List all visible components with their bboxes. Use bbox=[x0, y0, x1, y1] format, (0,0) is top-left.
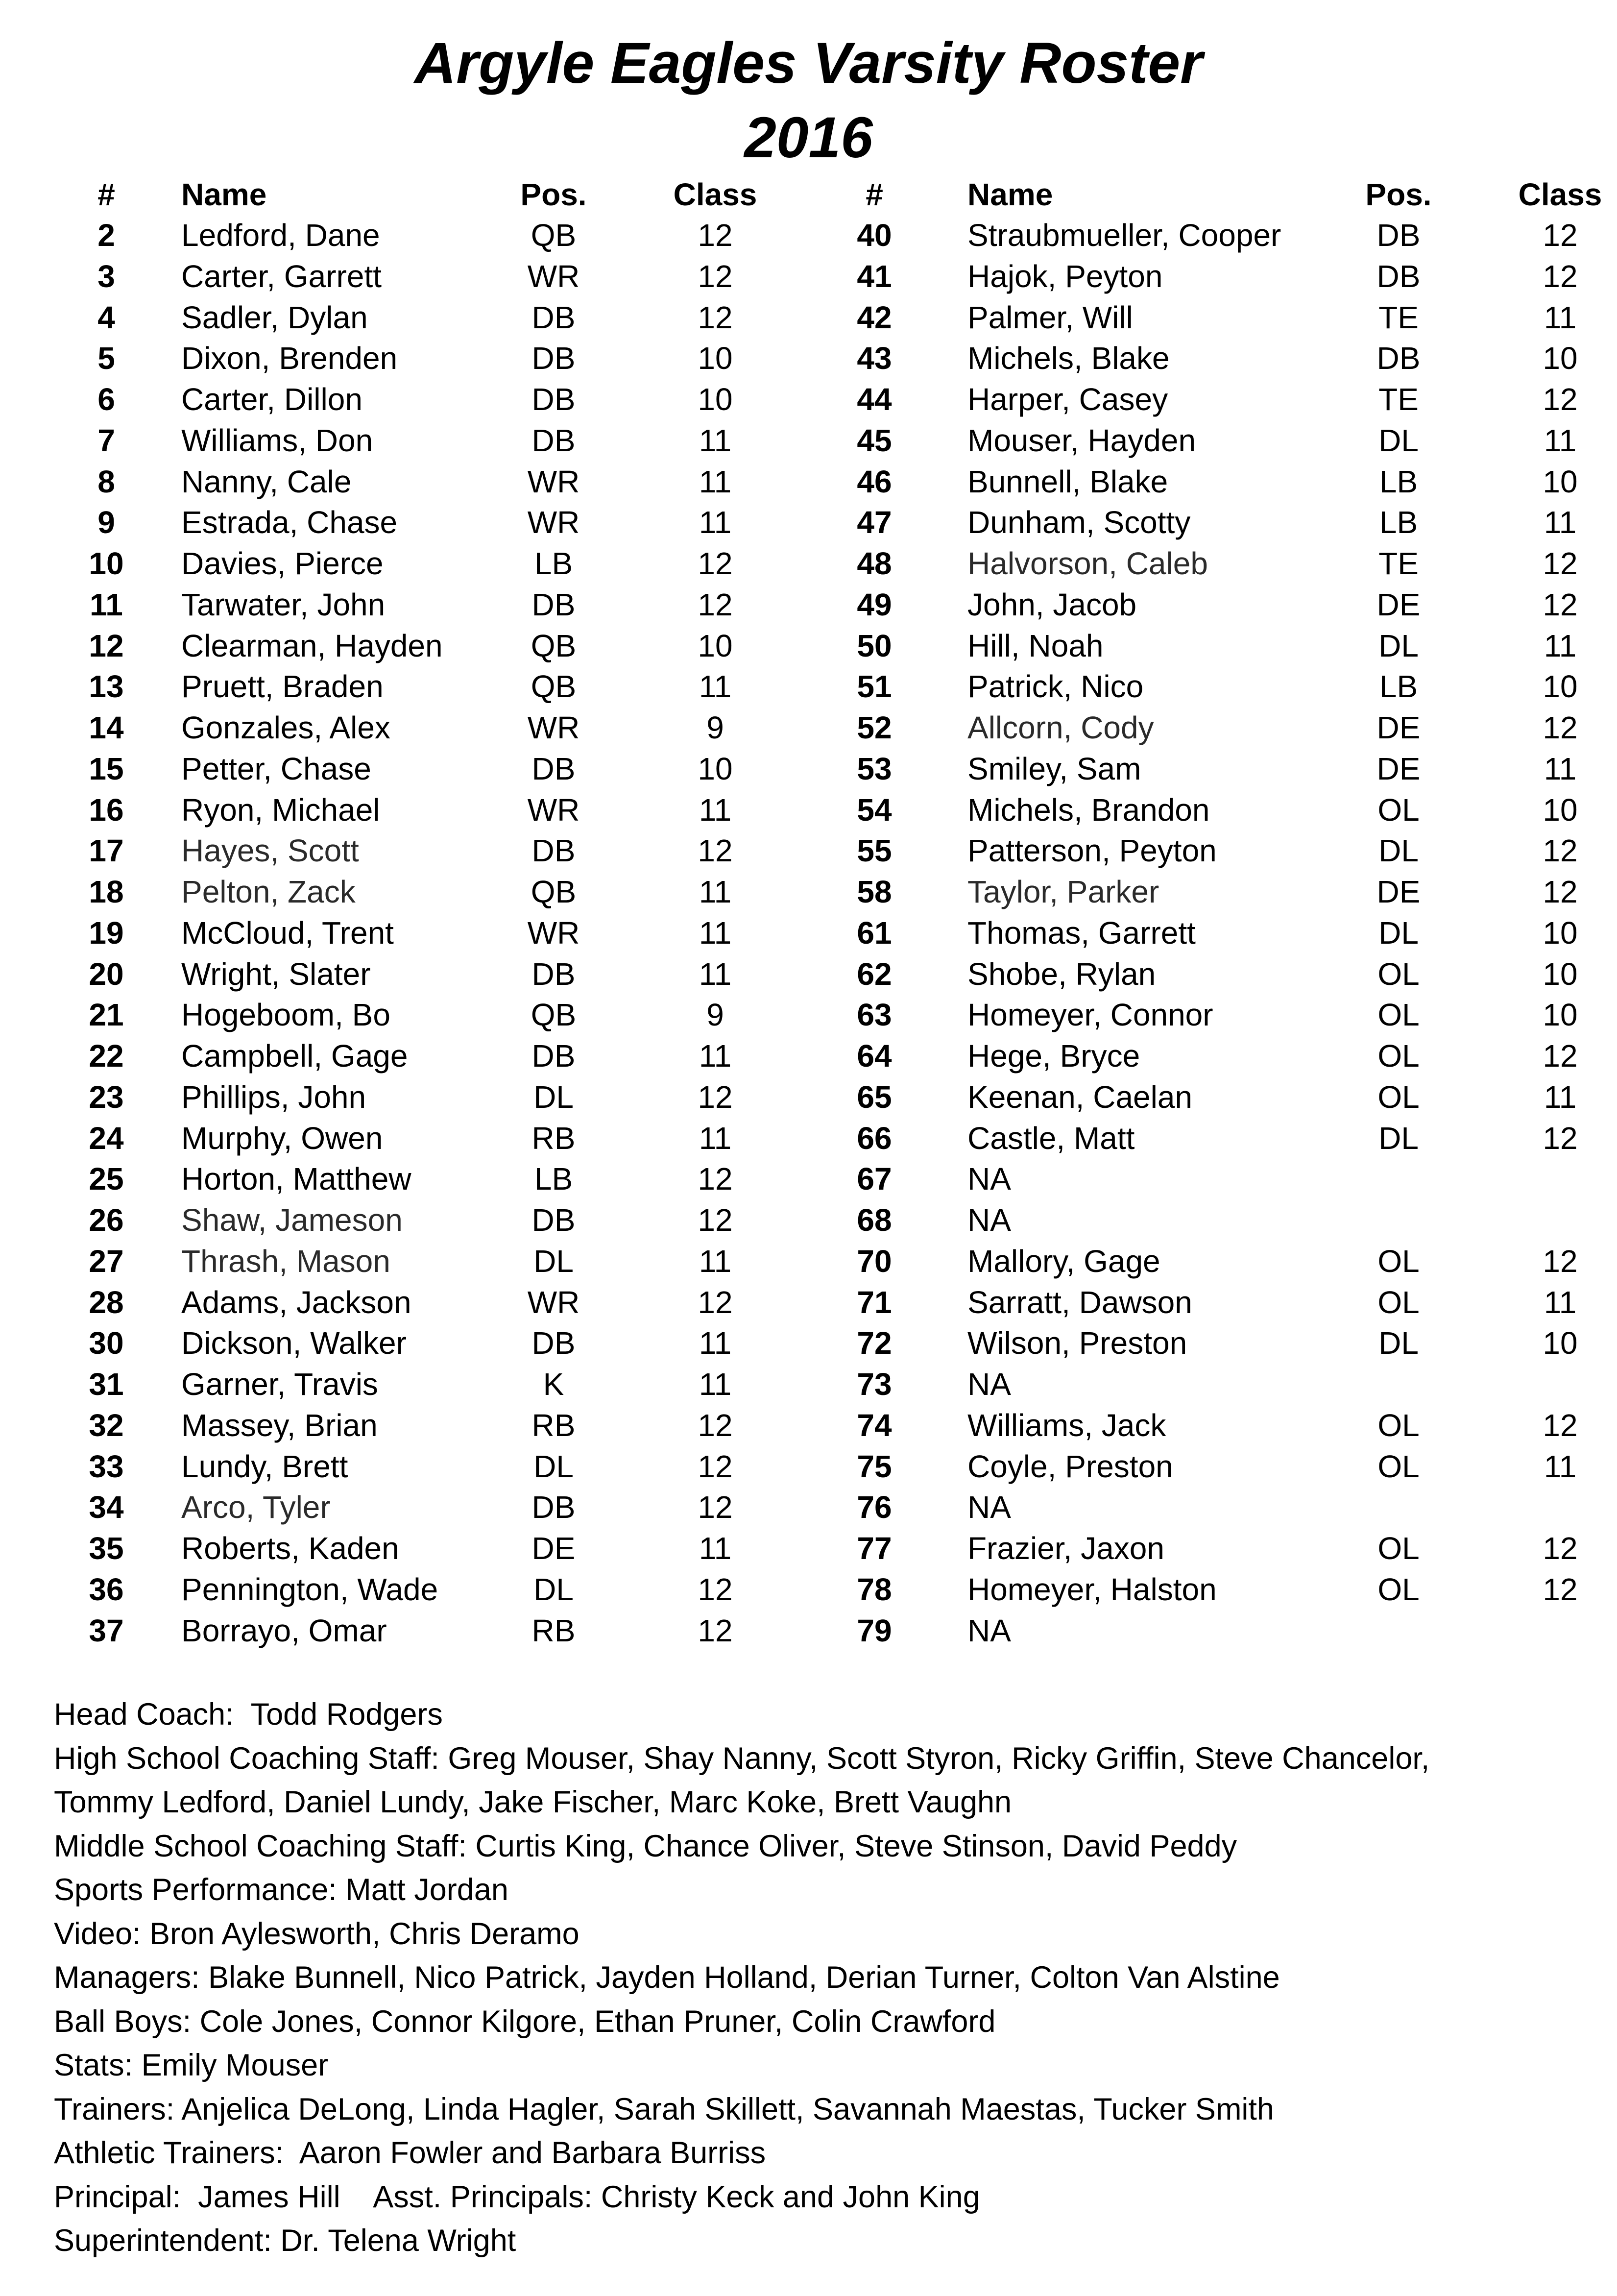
player-number: 24 bbox=[89, 1120, 124, 1156]
player-class: 12 bbox=[1543, 586, 1578, 622]
player-name: Dickson, Walker bbox=[181, 1325, 407, 1361]
player-name: Homeyer, Halston bbox=[967, 1571, 1217, 1607]
player-name: Michels, Brandon bbox=[967, 792, 1210, 828]
player-name: Murphy, Owen bbox=[181, 1120, 383, 1156]
player-class: 11 bbox=[1544, 505, 1577, 540]
player-number: 6 bbox=[97, 382, 115, 417]
player-number: 27 bbox=[89, 1243, 124, 1279]
player-class: 12 bbox=[1543, 1407, 1578, 1443]
player-number: 40 bbox=[857, 218, 892, 253]
player-number: 30 bbox=[89, 1325, 124, 1361]
player-name: NA bbox=[967, 1161, 1011, 1197]
player-name: Dixon, Brenden bbox=[181, 341, 398, 376]
player-position: DL bbox=[1378, 628, 1419, 663]
player-class: 10 bbox=[1543, 1325, 1578, 1361]
roster-title: Argyle Eagles Varsity Roster bbox=[414, 31, 1203, 96]
player-number: 17 bbox=[89, 833, 124, 869]
player-name: Frazier, Jaxon bbox=[967, 1531, 1164, 1566]
player-number: 48 bbox=[857, 546, 892, 581]
player-number: 77 bbox=[857, 1531, 892, 1566]
player-position: DB bbox=[531, 422, 576, 458]
player-name: Arco, Tyler bbox=[181, 1490, 331, 1525]
player-position: QB bbox=[531, 628, 577, 663]
player-position: OL bbox=[1377, 1243, 1420, 1279]
player-name: Hill, Noah bbox=[967, 628, 1104, 663]
player-class: 12 bbox=[1543, 218, 1578, 253]
player-number: 21 bbox=[89, 997, 124, 1033]
header-class: Class bbox=[1518, 177, 1602, 212]
player-name: Hayes, Scott bbox=[181, 833, 359, 869]
player-position: OL bbox=[1377, 956, 1420, 992]
player-name: John, Jacob bbox=[967, 586, 1137, 622]
player-position: QB bbox=[531, 669, 577, 705]
player-position: DB bbox=[531, 956, 576, 992]
player-number: 32 bbox=[89, 1407, 124, 1443]
player-number: 11 bbox=[90, 586, 123, 622]
player-number: 3 bbox=[97, 258, 115, 294]
player-name: McCloud, Trent bbox=[181, 915, 394, 951]
player-class: 11 bbox=[1544, 628, 1577, 663]
player-number: 67 bbox=[857, 1161, 892, 1197]
player-name: Patterson, Peyton bbox=[967, 833, 1217, 869]
player-position: OL bbox=[1377, 1571, 1420, 1607]
player-class: 10 bbox=[698, 751, 733, 786]
player-number: 44 bbox=[857, 382, 892, 417]
player-class: 12 bbox=[1543, 1243, 1578, 1279]
player-name: Sadler, Dylan bbox=[181, 299, 368, 335]
player-number: 13 bbox=[89, 669, 124, 705]
player-class: 12 bbox=[698, 586, 733, 622]
player-name: Patrick, Nico bbox=[967, 669, 1144, 705]
player-name: Shobe, Rylan bbox=[967, 956, 1156, 992]
player-name: Garner, Travis bbox=[181, 1367, 378, 1402]
player-class: 12 bbox=[1543, 874, 1578, 909]
player-position: OL bbox=[1377, 1531, 1420, 1566]
player-position: QB bbox=[531, 218, 577, 253]
player-name: Dunham, Scotty bbox=[967, 505, 1191, 540]
staff-line: Tommy Ledford, Daniel Lundy, Jake Fischer, Marc Koke, Brett Vaughn bbox=[54, 1785, 1012, 1819]
player-class: 11 bbox=[699, 464, 732, 499]
player-name: NA bbox=[967, 1367, 1011, 1402]
player-position: WR bbox=[527, 1284, 580, 1320]
player-name: Borrayo, Omar bbox=[181, 1612, 387, 1648]
player-name: NA bbox=[967, 1202, 1011, 1238]
player-position: DL bbox=[1378, 1325, 1419, 1361]
player-name: Wright, Slater bbox=[181, 956, 371, 992]
player-name: Pruett, Braden bbox=[181, 669, 384, 705]
staff-line: Video: Bron Aylesworth, Chris Deramo bbox=[54, 1916, 579, 1951]
player-position: DB bbox=[531, 1490, 576, 1525]
player-class: 12 bbox=[698, 1571, 733, 1607]
player-class: 11 bbox=[699, 669, 732, 705]
player-name: Ledford, Dane bbox=[181, 218, 380, 253]
player-class: 11 bbox=[699, 1038, 732, 1074]
player-class: 11 bbox=[1544, 1284, 1577, 1320]
player-number: 12 bbox=[89, 628, 124, 663]
player-position: LB bbox=[534, 546, 573, 581]
player-position: DB bbox=[531, 586, 576, 622]
player-number: 55 bbox=[857, 833, 892, 869]
player-class: 12 bbox=[1543, 1038, 1578, 1074]
player-number: 42 bbox=[857, 299, 892, 335]
player-class: 12 bbox=[698, 1161, 733, 1197]
player-number: 75 bbox=[857, 1448, 892, 1484]
player-number: 34 bbox=[89, 1490, 124, 1525]
player-number: 19 bbox=[89, 915, 124, 951]
player-class: 12 bbox=[1543, 710, 1578, 745]
player-number: 26 bbox=[89, 1202, 124, 1238]
player-class: 11 bbox=[699, 1120, 732, 1156]
player-class: 11 bbox=[1544, 1448, 1577, 1484]
player-number: 72 bbox=[857, 1325, 892, 1361]
player-name: Allcorn, Cody bbox=[967, 710, 1154, 745]
player-position: OL bbox=[1377, 1038, 1420, 1074]
header-name: Name bbox=[967, 177, 1053, 212]
player-name: Taylor, Parker bbox=[967, 874, 1159, 909]
player-class: 12 bbox=[1543, 258, 1578, 294]
player-class: 10 bbox=[1543, 997, 1578, 1033]
player-number: 78 bbox=[857, 1571, 892, 1607]
player-name: Keenan, Caelan bbox=[967, 1079, 1193, 1115]
player-class: 12 bbox=[698, 1448, 733, 1484]
player-number: 71 bbox=[857, 1284, 892, 1320]
player-position: WR bbox=[527, 915, 580, 951]
player-class: 12 bbox=[1543, 382, 1578, 417]
player-name: Smiley, Sam bbox=[967, 751, 1141, 786]
player-position: DE bbox=[1376, 710, 1421, 745]
player-name: Roberts, Kaden bbox=[181, 1531, 399, 1566]
player-class: 12 bbox=[698, 833, 733, 869]
player-position: DL bbox=[533, 1079, 574, 1115]
staff-line: High School Coaching Staff: Greg Mouser, Shay Nanny, Scott Styron, Ricky Griffin, Steve Chancelor, bbox=[54, 1741, 1430, 1776]
player-position: OL bbox=[1377, 1407, 1420, 1443]
player-position: WR bbox=[527, 710, 580, 745]
player-number: 41 bbox=[857, 258, 892, 294]
player-class: 11 bbox=[1544, 422, 1577, 458]
player-position: QB bbox=[531, 874, 577, 909]
player-name: Carter, Garrett bbox=[181, 258, 382, 294]
player-position: DB bbox=[531, 1202, 576, 1238]
player-position: DL bbox=[1378, 1120, 1419, 1156]
player-number: 51 bbox=[857, 669, 892, 705]
player-class: 12 bbox=[1543, 1531, 1578, 1566]
player-class: 11 bbox=[1544, 751, 1577, 786]
player-name: Hege, Bryce bbox=[967, 1038, 1140, 1074]
player-name: Thrash, Mason bbox=[181, 1243, 390, 1279]
player-class: 10 bbox=[1543, 464, 1578, 499]
player-class: 12 bbox=[1543, 1571, 1578, 1607]
player-name: Williams, Jack bbox=[967, 1407, 1166, 1443]
player-name: Tarwater, John bbox=[181, 586, 386, 622]
player-class: 9 bbox=[706, 710, 724, 745]
player-name: Lundy, Brett bbox=[181, 1448, 348, 1484]
player-class: 11 bbox=[1544, 299, 1577, 335]
player-name: Pelton, Zack bbox=[181, 874, 356, 909]
player-position: DB bbox=[1376, 341, 1421, 376]
staff-line: Superintendent: Dr. Telena Wright bbox=[54, 2223, 516, 2258]
player-class: 12 bbox=[698, 546, 733, 581]
player-number: 37 bbox=[89, 1612, 124, 1648]
player-position: DB bbox=[531, 1038, 576, 1074]
player-number: 43 bbox=[857, 341, 892, 376]
player-class: 10 bbox=[1543, 792, 1578, 828]
header-class: Class bbox=[673, 177, 757, 212]
player-class: 11 bbox=[699, 505, 732, 540]
player-class: 12 bbox=[698, 1407, 733, 1443]
player-class: 11 bbox=[699, 1243, 732, 1279]
player-class: 10 bbox=[698, 382, 733, 417]
player-number: 64 bbox=[857, 1038, 892, 1074]
player-class: 10 bbox=[1543, 915, 1578, 951]
player-position: DL bbox=[1378, 422, 1419, 458]
header-name: Name bbox=[181, 177, 267, 212]
player-position: OL bbox=[1377, 792, 1420, 828]
player-number: 8 bbox=[97, 464, 115, 499]
player-position: LB bbox=[1379, 464, 1418, 499]
staff-list bbox=[54, 1693, 1429, 2263]
staff-line: Head Coach: Todd Rodgers bbox=[54, 1697, 443, 1732]
player-class: 12 bbox=[698, 1202, 733, 1238]
player-class: 11 bbox=[699, 956, 732, 992]
player-name: Mallory, Gage bbox=[967, 1243, 1160, 1279]
player-number: 74 bbox=[857, 1407, 892, 1443]
player-name: Hajok, Peyton bbox=[967, 258, 1163, 294]
player-position: OL bbox=[1377, 1448, 1420, 1484]
player-name: Palmer, Will bbox=[967, 299, 1133, 335]
player-class: 12 bbox=[698, 1612, 733, 1648]
player-position: WR bbox=[527, 505, 580, 540]
player-number: 63 bbox=[857, 997, 892, 1033]
player-number: 46 bbox=[857, 464, 892, 499]
player-number: 58 bbox=[857, 874, 892, 909]
player-number: 20 bbox=[89, 956, 124, 992]
player-position: WR bbox=[527, 464, 580, 499]
player-number: 2 bbox=[97, 218, 115, 253]
player-position: DB bbox=[1376, 218, 1421, 253]
player-name: Shaw, Jameson bbox=[181, 1202, 403, 1238]
header-number: # bbox=[97, 177, 115, 212]
player-number: 52 bbox=[857, 710, 892, 745]
player-number: 36 bbox=[89, 1571, 124, 1607]
player-position: OL bbox=[1377, 997, 1420, 1033]
player-name: Carter, Dillon bbox=[181, 382, 362, 417]
player-class: 10 bbox=[1543, 956, 1578, 992]
player-class: 9 bbox=[706, 997, 724, 1033]
player-number: 23 bbox=[89, 1079, 124, 1115]
player-number: 66 bbox=[857, 1120, 892, 1156]
player-position: LB bbox=[534, 1161, 573, 1197]
player-number: 68 bbox=[857, 1202, 892, 1238]
player-name: Thomas, Garrett bbox=[967, 915, 1196, 951]
player-class: 11 bbox=[699, 792, 732, 828]
player-number: 47 bbox=[857, 505, 892, 540]
player-position: RB bbox=[531, 1407, 576, 1443]
player-number: 9 bbox=[97, 505, 115, 540]
staff-line: Stats: Emily Mouser bbox=[54, 2048, 329, 2082]
player-name: Sarratt, Dawson bbox=[967, 1284, 1192, 1320]
player-name: Ryon, Michael bbox=[181, 792, 380, 828]
player-position: DB bbox=[1376, 258, 1421, 294]
player-name: NA bbox=[967, 1612, 1011, 1648]
player-class: 11 bbox=[699, 1325, 732, 1361]
player-class: 12 bbox=[698, 1284, 733, 1320]
player-position: DB bbox=[531, 299, 576, 335]
player-position: DB bbox=[531, 382, 576, 417]
player-class: 12 bbox=[698, 258, 733, 294]
player-number: 76 bbox=[857, 1490, 892, 1525]
player-position: OL bbox=[1377, 1079, 1420, 1115]
player-position: WR bbox=[527, 792, 580, 828]
player-name: Phillips, John bbox=[181, 1079, 366, 1115]
player-name: Straubmueller, Cooper bbox=[967, 218, 1281, 253]
player-class: 10 bbox=[1543, 341, 1578, 376]
player-name: Castle, Matt bbox=[967, 1120, 1135, 1156]
player-class: 11 bbox=[699, 915, 732, 951]
player-number: 62 bbox=[857, 956, 892, 992]
staff-line: Trainers: Anjelica DeLong, Linda Hagler, Sarah Skillett, Savannah Maestas, Tucker Smith bbox=[54, 2092, 1274, 2126]
player-position: DE bbox=[531, 1531, 576, 1566]
player-position: DE bbox=[1376, 874, 1421, 909]
player-class: 12 bbox=[698, 218, 733, 253]
player-position: DL bbox=[1378, 833, 1419, 869]
player-position: DE bbox=[1376, 751, 1421, 786]
staff-line: Principal: James Hill Asst. Principals: Christy Keck and John King bbox=[54, 2179, 980, 2214]
player-class: 12 bbox=[1543, 833, 1578, 869]
player-position: DB bbox=[531, 341, 576, 376]
player-number: 65 bbox=[857, 1079, 892, 1115]
player-number: 7 bbox=[97, 422, 115, 458]
player-position: RB bbox=[531, 1612, 576, 1648]
player-position: TE bbox=[1378, 299, 1419, 335]
staff-line: Ball Boys: Cole Jones, Connor Kilgore, Ethan Pruner, Colin Crawford bbox=[54, 2004, 996, 2039]
player-class: 11 bbox=[1544, 1079, 1577, 1115]
player-position: LB bbox=[1379, 505, 1418, 540]
player-position: DL bbox=[533, 1571, 574, 1607]
player-name: Gonzales, Alex bbox=[181, 710, 390, 745]
player-number: 15 bbox=[89, 751, 124, 786]
player-name: Halvorson, Caleb bbox=[967, 546, 1208, 581]
player-number: 33 bbox=[89, 1448, 124, 1484]
player-class: 11 bbox=[699, 1531, 732, 1566]
player-name: Davies, Pierce bbox=[181, 546, 384, 581]
player-position: DL bbox=[533, 1243, 574, 1279]
player-number: 4 bbox=[97, 299, 115, 335]
player-class: 12 bbox=[698, 299, 733, 335]
player-name: Petter, Chase bbox=[181, 751, 371, 786]
player-number: 22 bbox=[89, 1038, 124, 1074]
player-position: DL bbox=[533, 1448, 574, 1484]
player-name: Estrada, Chase bbox=[181, 505, 398, 540]
player-name: Homeyer, Connor bbox=[967, 997, 1213, 1033]
player-name: Harper, Casey bbox=[967, 382, 1168, 417]
player-class: 12 bbox=[1543, 1120, 1578, 1156]
player-number: 53 bbox=[857, 751, 892, 786]
player-position: RB bbox=[531, 1120, 576, 1156]
player-number: 25 bbox=[89, 1161, 124, 1197]
player-class: 11 bbox=[699, 422, 732, 458]
player-position: OL bbox=[1377, 1284, 1420, 1320]
player-number: 54 bbox=[857, 792, 892, 828]
player-class: 11 bbox=[699, 1367, 732, 1402]
player-number: 35 bbox=[89, 1531, 124, 1566]
staff-line: Middle School Coaching Staff: Curtis King, Chance Oliver, Steve Stinson, David Peddy bbox=[54, 1829, 1237, 1863]
player-position: K bbox=[543, 1367, 564, 1402]
player-name: Massey, Brian bbox=[181, 1407, 378, 1443]
roster-year: 2016 bbox=[744, 105, 873, 170]
player-number: 16 bbox=[89, 792, 124, 828]
staff-line: Managers: Blake Bunnell, Nico Patrick, Jayden Holland, Derian Turner, Colton Van Alstine bbox=[54, 1960, 1280, 1995]
player-number: 18 bbox=[89, 874, 124, 909]
player-class: 12 bbox=[698, 1079, 733, 1115]
player-class: 10 bbox=[698, 341, 733, 376]
player-number: 61 bbox=[857, 915, 892, 951]
player-name: Wilson, Preston bbox=[967, 1325, 1187, 1361]
player-name: Clearman, Hayden bbox=[181, 628, 443, 663]
player-name: Campbell, Gage bbox=[181, 1038, 408, 1074]
player-class: 12 bbox=[698, 1490, 733, 1525]
player-number: 31 bbox=[89, 1367, 124, 1402]
player-number: 50 bbox=[857, 628, 892, 663]
player-name: Bunnell, Blake bbox=[967, 464, 1168, 499]
player-class: 11 bbox=[699, 874, 732, 909]
player-name: Adams, Jackson bbox=[181, 1284, 411, 1320]
player-number: 70 bbox=[857, 1243, 892, 1279]
player-name: Horton, Matthew bbox=[181, 1161, 411, 1197]
player-position: LB bbox=[1379, 669, 1418, 705]
player-number: 14 bbox=[89, 710, 124, 745]
player-name: Williams, Don bbox=[181, 422, 373, 458]
player-name: Nanny, Cale bbox=[181, 464, 352, 499]
player-name: Michels, Blake bbox=[967, 341, 1170, 376]
player-number: 73 bbox=[857, 1367, 892, 1402]
staff-line: Athletic Trainers: Aaron Fowler and Barbara Burriss bbox=[54, 2136, 766, 2170]
player-class: 10 bbox=[1543, 669, 1578, 705]
player-position: DB bbox=[531, 833, 576, 869]
player-position: QB bbox=[531, 997, 577, 1033]
player-number: 10 bbox=[89, 546, 124, 581]
player-number: 49 bbox=[857, 586, 892, 622]
player-position: TE bbox=[1378, 382, 1419, 417]
player-name: Mouser, Hayden bbox=[967, 422, 1196, 458]
player-position: DE bbox=[1376, 586, 1421, 622]
player-number: 79 bbox=[857, 1612, 892, 1648]
player-position: TE bbox=[1378, 546, 1419, 581]
player-class: 10 bbox=[698, 628, 733, 663]
player-name: Pennington, Wade bbox=[181, 1571, 438, 1607]
player-name: Hogeboom, Bo bbox=[181, 997, 390, 1033]
player-position: DB bbox=[531, 751, 576, 786]
player-number: 28 bbox=[89, 1284, 124, 1320]
player-position: WR bbox=[527, 258, 580, 294]
staff-line: Sports Performance: Matt Jordan bbox=[54, 1873, 508, 1907]
player-name: NA bbox=[967, 1490, 1011, 1525]
header-position: Pos. bbox=[1365, 177, 1432, 212]
player-number: 45 bbox=[857, 422, 892, 458]
header-position: Pos. bbox=[520, 177, 587, 212]
player-position: DB bbox=[531, 1325, 576, 1361]
player-position: DL bbox=[1378, 915, 1419, 951]
player-number: 5 bbox=[97, 341, 115, 376]
player-name: Coyle, Preston bbox=[967, 1448, 1173, 1484]
player-class: 12 bbox=[1543, 546, 1578, 581]
header-number: # bbox=[866, 177, 883, 212]
